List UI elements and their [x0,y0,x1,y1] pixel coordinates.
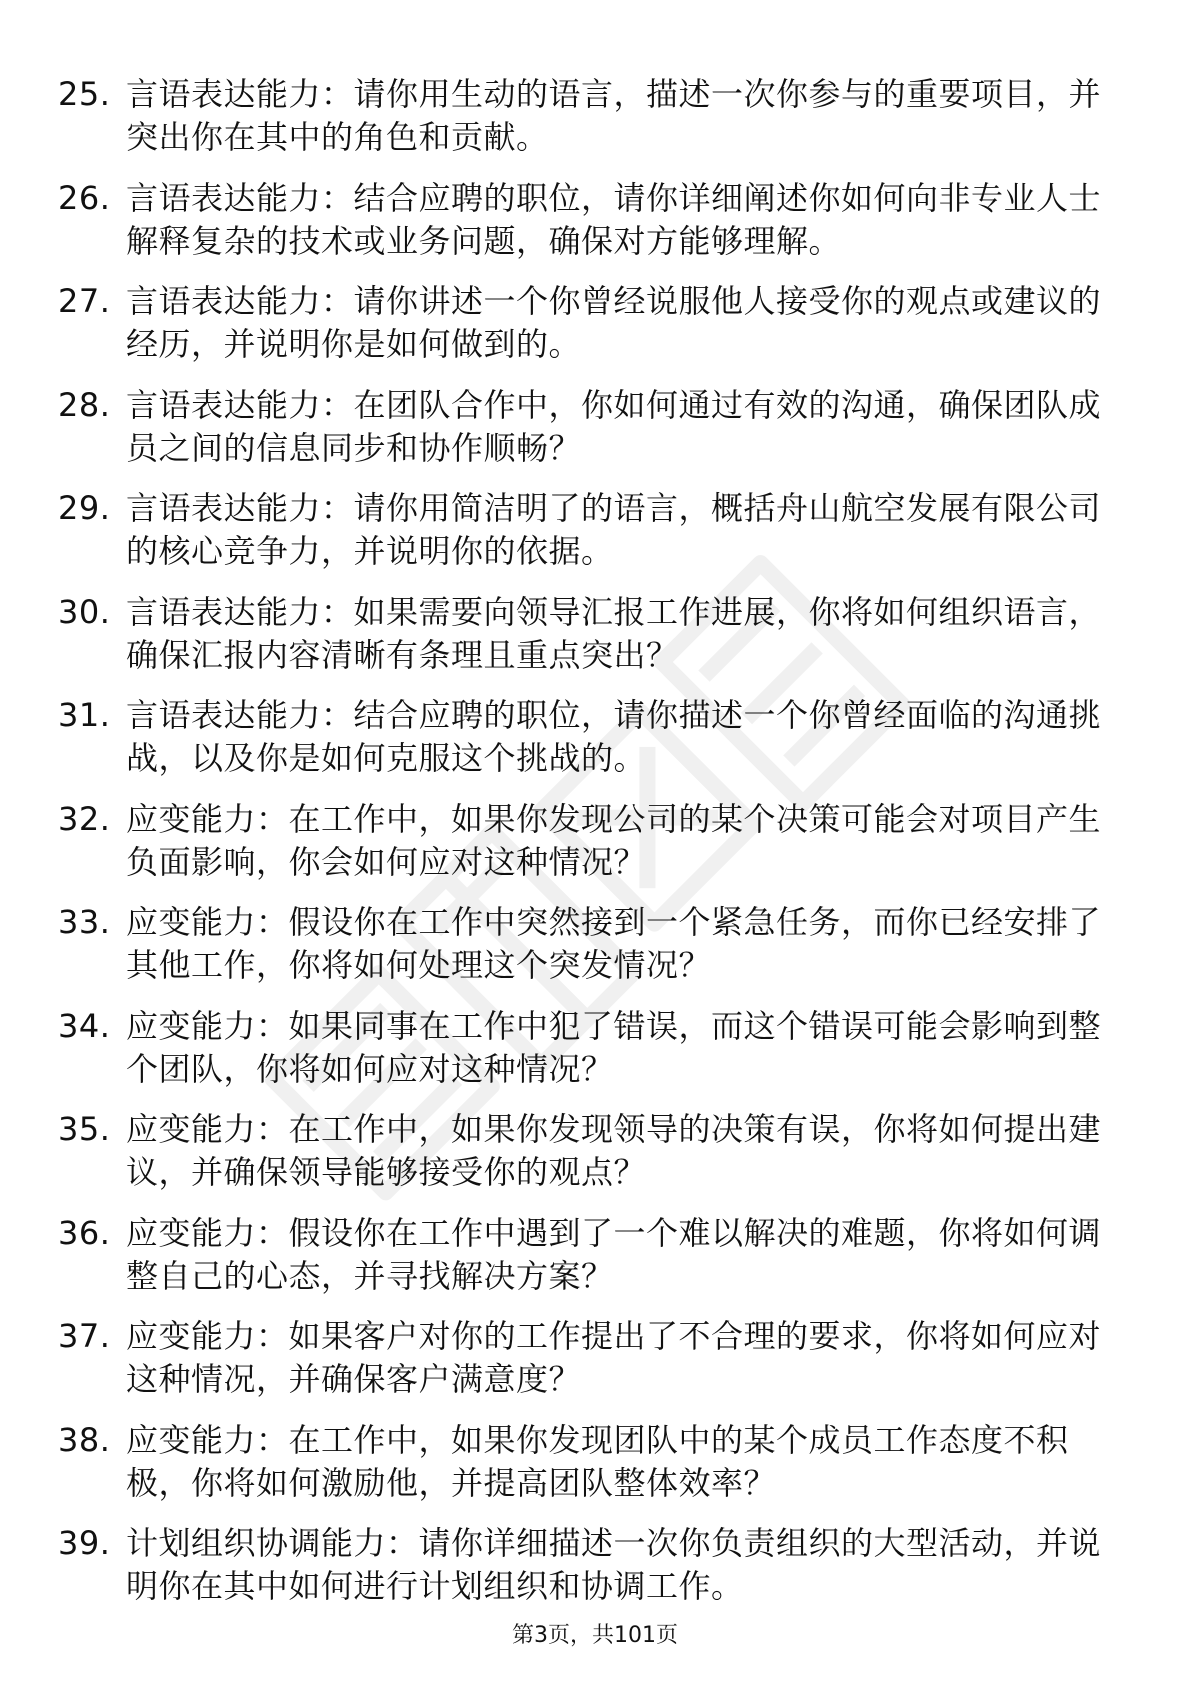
question-number: 30. [58,592,111,631]
list-item [58,1108,1118,1194]
question-text: 言语表达能力：结合应聘的职位，请你详细阐述你如何向非专业人士解释复杂的技术或业务问题，确保对方能够理解。 [126,178,1102,260]
question-number: 39. [58,1524,111,1562]
list-item [58,798,1118,884]
list-item [58,694,1118,780]
question-text: 应变能力：在工作中，如果你发现公司的某个决策可能会对项目产生负面影响，你会如何应对这种情况？ [126,799,1102,881]
list-item [58,487,1118,573]
question-text: 应变能力：在工作中，如果你发现领导的决策有误，你将如何提出建议，并确保领导能够接受你的观点？ [126,1110,1102,1191]
list-item [58,1212,1118,1298]
question-text: 言语表达能力：请你用简洁明了的语言，概括舟山航空发展有限公司的核心竞争力，并说明你的依据。 [126,489,1102,570]
list-item [58,901,1118,987]
question-text: 言语表达能力：请你讲述一个你曾经说服他人接受你的观点或建议的经历，并说明你是如何做到的。 [126,282,1102,363]
question-number: 29. [58,489,111,527]
list-item [58,1315,1118,1401]
question-text: 应变能力：假设你在工作中突然接到一个紧急任务，而你已经安排了其他工作，你将如何处理这个突发情况？ [126,903,1102,984]
question-text: 应变能力：如果同事在工作中犯了错误，而这个错误可能会影响到整个团队，你将如何应对这种情况？ [126,1006,1102,1088]
list-item [58,177,1118,263]
question-number: 25. [58,75,111,113]
list-item [58,591,1118,677]
question-number: 36. [58,1213,111,1252]
question-text: 计划组织协调能力：请你详细描述一次你负责组织的大型活动，并说明你在其中如何进行计划组织和协调工作。 [126,1524,1102,1605]
list-item [58,1522,1118,1608]
question-list [58,73,1118,1626]
page-number-label: 第3页，共101页 [512,1623,678,1648]
question-text: 应变能力：在工作中，如果你发现团队中的某个成员工作态度不积极，你将如何激励他，并提高团队整体效率？ [126,1420,1069,1502]
question-number: 38. [58,1420,111,1459]
list-item [58,280,1118,366]
list-item [58,1005,1118,1091]
question-text: 应变能力：如果客户对你的工作提出了不合理的要求，你将如何应对这种情况，并确保客户满意度？ [126,1317,1102,1398]
question-text: 言语表达能力：结合应聘的职位，请你描述一个你曾经面临的沟通挑战，以及你是如何克服这个挑战的。 [126,696,1102,777]
page-footer [0,1622,1190,1650]
question-number: 31. [58,696,111,734]
question-number: 26. [58,178,111,217]
question-number: 37. [58,1317,111,1355]
question-number: 35. [58,1110,111,1148]
question-text: 言语表达能力：如果需要向领导汇报工作进展，你将如何组织语言，确保汇报内容清晰有条理且重点突出？ [126,592,1102,674]
list-item [58,384,1118,470]
list-item [58,1419,1118,1505]
list-item [58,73,1118,159]
question-number: 32. [58,799,111,838]
question-number: 33. [58,903,111,941]
question-text: 应变能力：假设你在工作中遇到了一个难以解决的难题，你将如何调整自己的心态，并寻找解决方案？ [126,1213,1102,1295]
question-number: 27. [58,282,111,320]
question-text: 言语表达能力：请你用生动的语言，描述一次你参与的重要项目，并突出你在其中的角色和贡献。 [126,75,1102,156]
question-number: 34. [58,1006,111,1045]
question-number: 28. [58,385,111,424]
question-text: 言语表达能力：在团队合作中，你如何通过有效的沟通，确保团队成员之间的信息同步和协作顺畅？ [126,385,1102,467]
